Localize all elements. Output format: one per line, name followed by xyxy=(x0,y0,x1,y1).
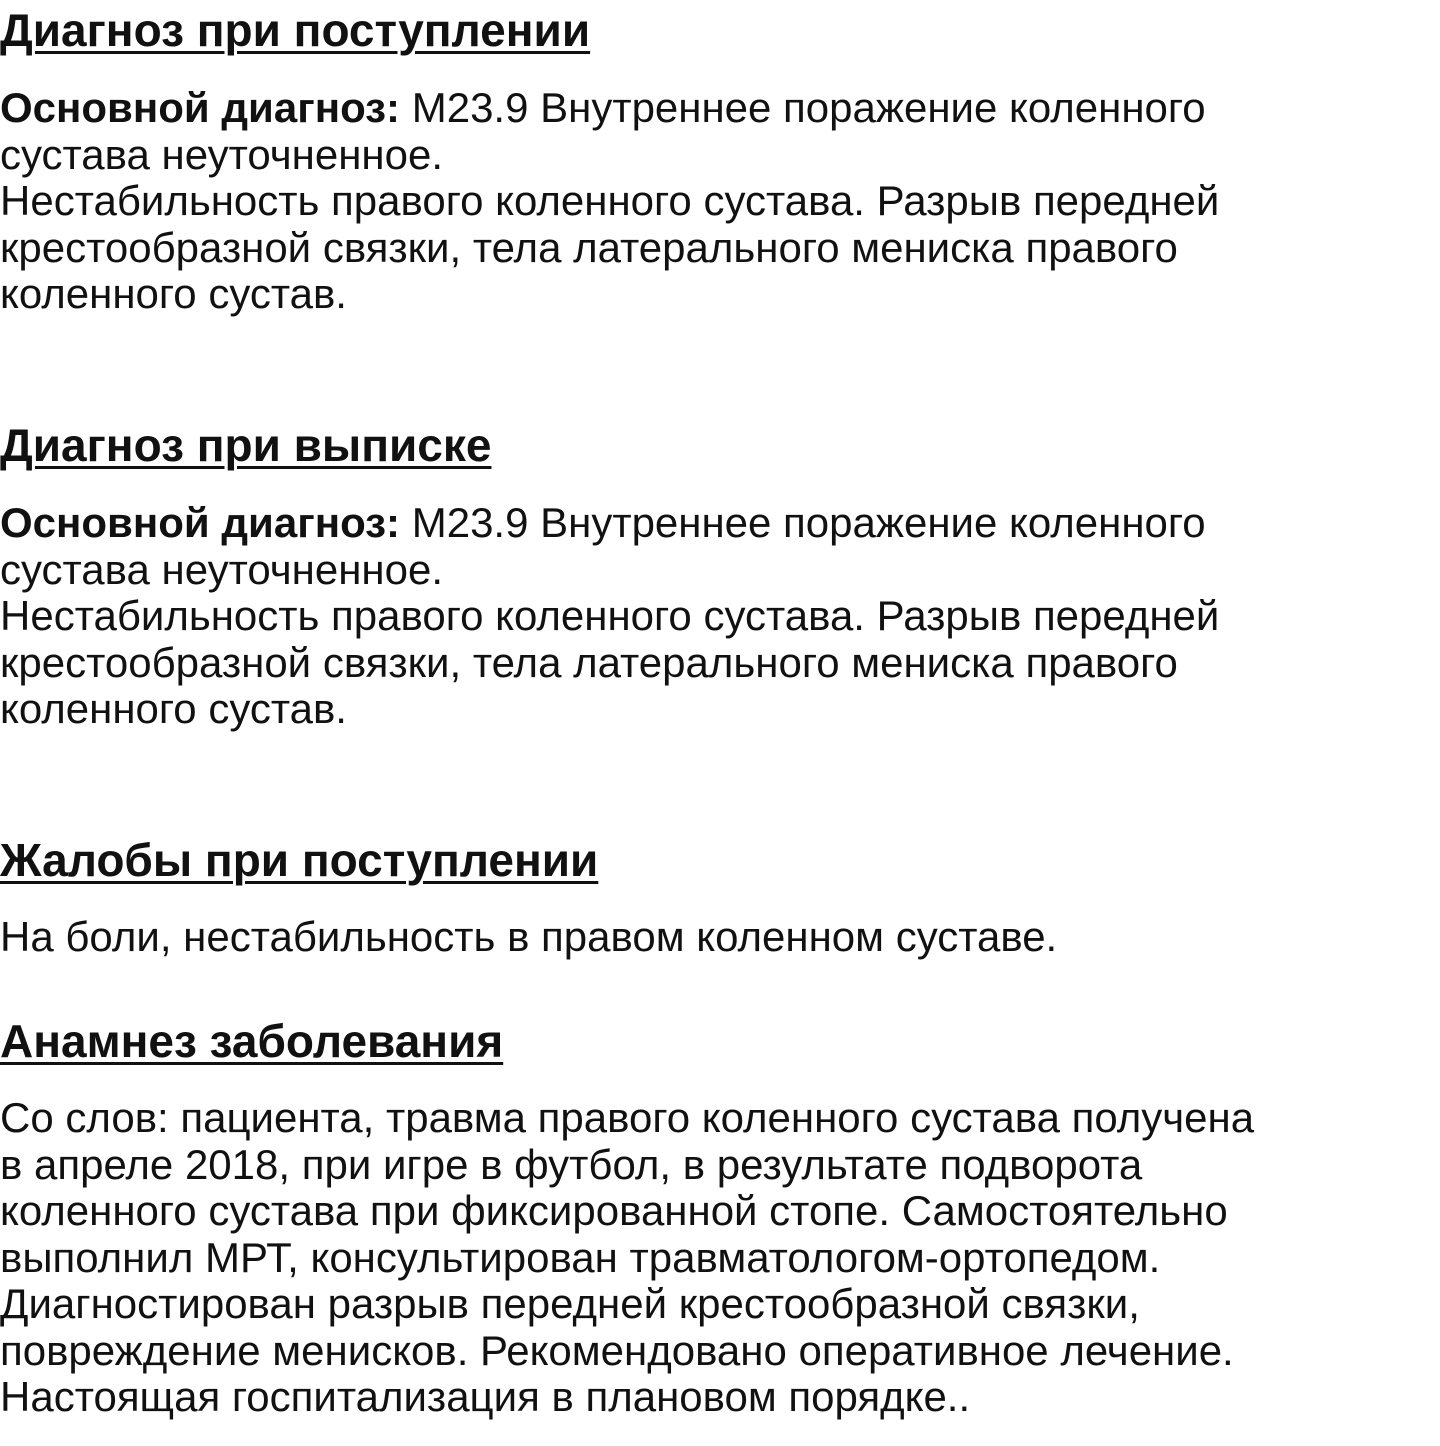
complaints-line-1: На боли, нестабильность в правом коленном суставе. xyxy=(0,913,1058,960)
anamnesis-line-1: Со слов: пациента, травма правого коленного сустава получена xyxy=(0,1094,1255,1141)
discharge-diagnosis-line-4: крестообразной связки, тела латерального мениска правого xyxy=(0,638,1178,686)
discharge-diagnosis-line-3: Нестабильность правого коленного сустава. Разрыв передней xyxy=(0,592,1220,639)
anamnesis-line-2: в апреле 2018, при игре в футбол, в результате подворота xyxy=(0,1140,1143,1188)
anamnesis-heading: Анамнез заболевания xyxy=(0,1015,504,1067)
discharge-diagnosis-body xyxy=(0,500,1430,733)
admission-diagnosis-line-2: сустава неуточненное. xyxy=(0,130,444,178)
discharge-diagnosis-label: Основной диагноз: xyxy=(0,499,401,546)
complaints-section xyxy=(0,832,1430,961)
discharge-diagnosis-section xyxy=(0,417,1430,733)
admission-diagnosis-heading: Диагноз при поступлении xyxy=(0,4,591,56)
anamnesis-section xyxy=(0,1013,1430,1421)
complaints-body xyxy=(0,914,1430,961)
admission-diagnosis-text: М23.9 Внутреннее поражение коленного xyxy=(411,84,1206,131)
anamnesis-line-6: повреждение менисков. Рекомендовано оперативное лечение. xyxy=(0,1326,1234,1374)
admission-diagnosis-line-3: Нестабильность правого коленного сустава. Разрыв передней xyxy=(0,177,1220,224)
anamnesis-body xyxy=(0,1095,1430,1421)
anamnesis-line-3: коленного сустава при фиксированной стопе. Самостоятельно xyxy=(0,1187,1228,1234)
admission-diagnosis-section xyxy=(0,2,1430,318)
discharge-diagnosis-line-1 xyxy=(0,500,1430,547)
discharge-diagnosis-text: М23.9 Внутреннее поражение коленного xyxy=(411,499,1206,546)
complaints-heading: Жалобы при поступлении xyxy=(0,834,599,886)
admission-diagnosis-body xyxy=(0,85,1430,318)
admission-diagnosis-line-5: коленного сустав. xyxy=(0,270,347,317)
admission-diagnosis-label: Основной диагноз: xyxy=(0,84,401,131)
anamnesis-line-5: Диагностирован разрыв передней крестообразной связки, xyxy=(0,1280,1140,1327)
admission-diagnosis-line-1 xyxy=(0,85,1430,132)
anamnesis-line-7: Настоящая госпитализация в плановом порядке.. xyxy=(0,1373,971,1420)
admission-diagnosis-line-4: крестообразной связки, тела латерального мениска правого xyxy=(0,223,1178,271)
discharge-diagnosis-heading: Диагноз при выписке xyxy=(0,419,492,471)
discharge-diagnosis-line-5: коленного сустав. xyxy=(0,685,347,732)
anamnesis-line-4: выполнил МРТ, консультирован травматологом-ортопедом. xyxy=(0,1233,1161,1281)
discharge-diagnosis-line-2: сустава неуточненное. xyxy=(0,545,444,593)
